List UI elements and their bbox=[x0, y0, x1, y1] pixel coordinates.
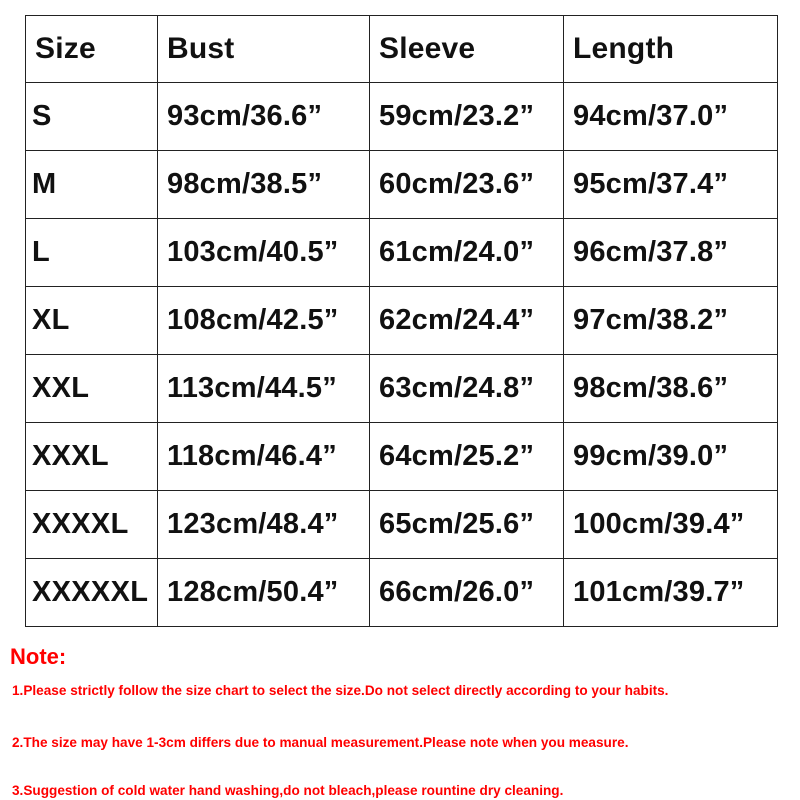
size-cell: XXXXL bbox=[26, 491, 158, 559]
table-row bbox=[26, 287, 778, 355]
note-title: Note: bbox=[10, 644, 67, 669]
size-cell: S bbox=[26, 83, 158, 151]
sleeve-cell: 59cm/23.2” bbox=[370, 83, 564, 151]
table-row bbox=[26, 423, 778, 491]
note-line-measurement: 2.The size may have 1-3cm differs due to manual measurement.Please note when you measure. bbox=[12, 735, 629, 750]
sleeve-cell: 61cm/24.0” bbox=[370, 219, 564, 287]
sleeve-cell: 66cm/26.0” bbox=[370, 559, 564, 627]
bust-cell: 93cm/36.6” bbox=[158, 83, 370, 151]
sleeve-cell: 60cm/23.6” bbox=[370, 151, 564, 219]
size-cell: XXXL bbox=[26, 423, 158, 491]
note-line-washing: 3.Suggestion of cold water hand washing,do not bleach,please rountine dry cleaning. bbox=[12, 783, 564, 798]
length-cell: 100cm/39.4” bbox=[564, 491, 778, 559]
length-cell: 94cm/37.0” bbox=[564, 83, 778, 151]
size-cell: M bbox=[26, 151, 158, 219]
table-row bbox=[26, 559, 778, 627]
bust-cell: 103cm/40.5” bbox=[158, 219, 370, 287]
table-row bbox=[26, 151, 778, 219]
size-cell: XXXXXL bbox=[26, 559, 158, 627]
table-row bbox=[26, 83, 778, 151]
bust-cell: 128cm/50.4” bbox=[158, 559, 370, 627]
header-bust: Bust bbox=[158, 16, 370, 83]
sleeve-cell: 63cm/24.8” bbox=[370, 355, 564, 423]
table-row bbox=[26, 491, 778, 559]
length-cell: 99cm/39.0” bbox=[564, 423, 778, 491]
sleeve-cell: 62cm/24.4” bbox=[370, 287, 564, 355]
sleeve-cell: 64cm/25.2” bbox=[370, 423, 564, 491]
size-cell: L bbox=[26, 219, 158, 287]
bust-cell: 118cm/46.4” bbox=[158, 423, 370, 491]
sleeve-cell: 65cm/25.6” bbox=[370, 491, 564, 559]
bust-cell: 123cm/48.4” bbox=[158, 491, 370, 559]
size-cell: XL bbox=[26, 287, 158, 355]
length-cell: 96cm/37.8” bbox=[564, 219, 778, 287]
size-cell: XXL bbox=[26, 355, 158, 423]
length-cell: 97cm/38.2” bbox=[564, 287, 778, 355]
bust-cell: 108cm/42.5” bbox=[158, 287, 370, 355]
length-cell: 101cm/39.7” bbox=[564, 559, 778, 627]
table-header-row bbox=[26, 16, 778, 83]
header-sleeve: Sleeve bbox=[370, 16, 564, 83]
table-row bbox=[26, 219, 778, 287]
bust-cell: 113cm/44.5” bbox=[158, 355, 370, 423]
size-chart-table bbox=[25, 15, 778, 627]
header-length: Length bbox=[564, 16, 778, 83]
table-row bbox=[26, 355, 778, 423]
header-size: Size bbox=[26, 16, 158, 83]
bust-cell: 98cm/38.5” bbox=[158, 151, 370, 219]
note-line-fit: 1.Please strictly follow the size chart to select the size.Do not select directly according to your habits. bbox=[12, 683, 669, 698]
length-cell: 98cm/38.6” bbox=[564, 355, 778, 423]
length-cell: 95cm/37.4” bbox=[564, 151, 778, 219]
